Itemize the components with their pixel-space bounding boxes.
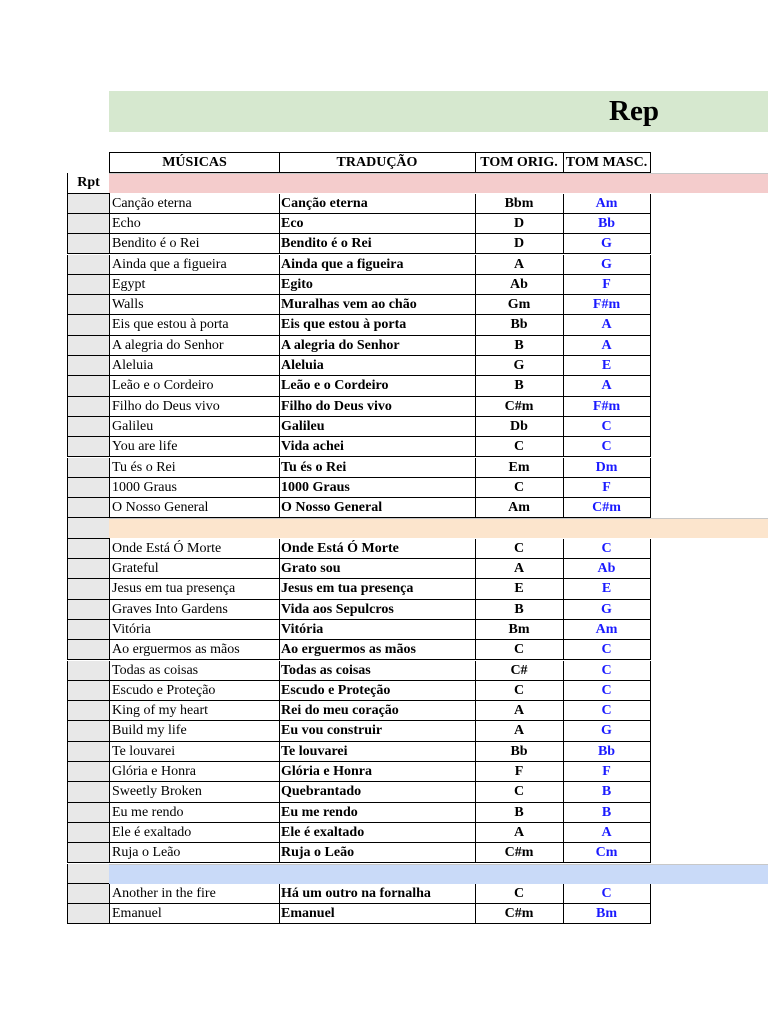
row-header [67, 762, 110, 782]
original-key-cell: F [475, 762, 564, 782]
translation-cell: A alegria do Senhor [279, 336, 476, 356]
row-header [67, 275, 110, 295]
translation-cell: 1000 Graus [279, 478, 476, 498]
header-traducao: TRADUÇÃO [279, 152, 476, 173]
male-key-cell: F#m [563, 295, 651, 315]
section-band [109, 518, 768, 538]
male-key-cell: G [563, 600, 651, 620]
male-key-cell: Bb [563, 742, 651, 762]
row-header [67, 803, 110, 823]
translation-cell: Quebrantado [279, 782, 476, 802]
song-cell: Te louvarei [109, 742, 280, 762]
original-key-cell: Bbm [475, 194, 564, 214]
song-cell: Walls [109, 295, 280, 315]
original-key-cell: C#m [475, 904, 564, 924]
song-cell: Eu me rendo [109, 803, 280, 823]
row-header [67, 397, 110, 417]
original-key-cell: B [475, 803, 564, 823]
original-key-cell: C [475, 437, 564, 457]
row-header [67, 376, 110, 396]
male-key-cell: A [563, 336, 651, 356]
male-key-cell: C [563, 681, 651, 701]
song-cell: Graves Into Gardens [109, 600, 280, 620]
song-cell: O Nosso General [109, 498, 280, 518]
section-band [109, 864, 768, 884]
song-cell: 1000 Graus [109, 478, 280, 498]
original-key-cell: C [475, 884, 564, 904]
row-header [67, 559, 110, 579]
male-key-cell: B [563, 782, 651, 802]
male-key-cell: B [563, 803, 651, 823]
row-header [67, 884, 110, 904]
song-cell: Another in the fire [109, 884, 280, 904]
male-key-cell: A [563, 376, 651, 396]
row-header [67, 518, 110, 538]
translation-cell: Canção eterna [279, 194, 476, 214]
row-header [67, 255, 110, 275]
male-key-cell: F [563, 275, 651, 295]
translation-cell: Eco [279, 214, 476, 234]
song-cell: Eis que estou à porta [109, 315, 280, 335]
original-key-cell: D [475, 234, 564, 254]
translation-cell: Vida achei [279, 437, 476, 457]
translation-cell: Te louvarei [279, 742, 476, 762]
section-band [109, 173, 768, 193]
row-header [67, 478, 110, 498]
row-header [67, 640, 110, 660]
title-clip [109, 91, 659, 132]
original-key-cell: E [475, 579, 564, 599]
song-cell: Ele é exaltado [109, 823, 280, 843]
song-cell: Escudo e Proteção [109, 681, 280, 701]
row-header [67, 782, 110, 802]
song-cell: Glória e Honra [109, 762, 280, 782]
translation-cell: Há um outro na fornalha [279, 884, 476, 904]
original-key-cell: C [475, 681, 564, 701]
translation-cell: Escudo e Proteção [279, 681, 476, 701]
row-header [67, 458, 110, 478]
male-key-cell: C [563, 539, 651, 559]
row-header [67, 417, 110, 437]
song-cell: Todas as coisas [109, 661, 280, 681]
male-key-cell: Am [563, 620, 651, 640]
original-key-cell: D [475, 214, 564, 234]
row-header [67, 437, 110, 457]
male-key-cell: Dm [563, 458, 651, 478]
row-header [67, 843, 110, 863]
row-header [67, 742, 110, 762]
translation-cell: Ruja o Leão [279, 843, 476, 863]
translation-cell: Ele é exaltado [279, 823, 476, 843]
male-key-cell: Am [563, 194, 651, 214]
male-key-cell: C [563, 884, 651, 904]
male-key-cell: C [563, 437, 651, 457]
song-cell: Onde Está Ó Morte [109, 539, 280, 559]
male-key-cell: Cm [563, 843, 651, 863]
row-header [67, 194, 110, 214]
original-key-cell: Bb [475, 315, 564, 335]
male-key-cell: Bb [563, 214, 651, 234]
song-cell: Filho do Deus vivo [109, 397, 280, 417]
song-cell: Tu és o Rei [109, 458, 280, 478]
original-key-cell: G [475, 356, 564, 376]
translation-cell: Glória e Honra [279, 762, 476, 782]
translation-cell: Eu me rendo [279, 803, 476, 823]
male-key-cell: G [563, 721, 651, 741]
row-header [67, 701, 110, 721]
row-header [67, 498, 110, 518]
song-cell: Vitória [109, 620, 280, 640]
male-key-cell: C [563, 701, 651, 721]
translation-cell: Bendito é o Rei [279, 234, 476, 254]
original-key-cell: C [475, 782, 564, 802]
translation-cell: Rei do meu coração [279, 701, 476, 721]
male-key-cell: Ab [563, 559, 651, 579]
row-header [67, 173, 110, 193]
translation-cell: Grato sou [279, 559, 476, 579]
male-key-cell: C [563, 661, 651, 681]
translation-cell: Eis que estou à porta [279, 315, 476, 335]
original-key-cell: B [475, 600, 564, 620]
male-key-cell: A [563, 315, 651, 335]
male-key-cell: Bm [563, 904, 651, 924]
song-cell: A alegria do Senhor [109, 336, 280, 356]
male-key-cell: C [563, 640, 651, 660]
translation-cell: Filho do Deus vivo [279, 397, 476, 417]
row-header [67, 579, 110, 599]
original-key-cell: Ab [475, 275, 564, 295]
original-key-cell: Gm [475, 295, 564, 315]
original-key-cell: A [475, 721, 564, 741]
song-cell: Egypt [109, 275, 280, 295]
original-key-cell: Db [475, 417, 564, 437]
original-key-cell: C#m [475, 397, 564, 417]
original-key-cell: Bm [475, 620, 564, 640]
translation-cell: Emanuel [279, 904, 476, 924]
song-cell: Canção eterna [109, 194, 280, 214]
header-tom-orig: TOM ORIG. [475, 152, 564, 173]
row-header [67, 904, 110, 924]
translation-cell: Vitória [279, 620, 476, 640]
row-header [67, 823, 110, 843]
original-key-cell: Am [475, 498, 564, 518]
original-key-cell: C [475, 539, 564, 559]
male-key-cell: C#m [563, 498, 651, 518]
song-cell: Aleluia [109, 356, 280, 376]
translation-cell: Ainda que a figueira [279, 255, 476, 275]
male-key-cell: A [563, 823, 651, 843]
translation-cell: Onde Está Ó Morte [279, 539, 476, 559]
translation-cell: Muralhas vem ao chão [279, 295, 476, 315]
translation-cell: Ao erguermos as mãos [279, 640, 476, 660]
original-key-cell: C# [475, 661, 564, 681]
row-header [67, 600, 110, 620]
original-key-cell: C [475, 640, 564, 660]
page-title: Rep [609, 95, 659, 127]
original-key-cell: A [475, 701, 564, 721]
song-cell: King of my heart [109, 701, 280, 721]
song-cell: Galileu [109, 417, 280, 437]
original-key-cell: B [475, 376, 564, 396]
original-key-cell: A [475, 255, 564, 275]
male-key-cell: C [563, 417, 651, 437]
translation-cell: Tu és o Rei [279, 458, 476, 478]
translation-cell: Todas as coisas [279, 661, 476, 681]
row-header [67, 356, 110, 376]
original-key-cell: C [475, 478, 564, 498]
song-cell: Echo [109, 214, 280, 234]
original-key-cell: Em [475, 458, 564, 478]
row-header [67, 336, 110, 356]
song-cell: Leão e o Cordeiro [109, 376, 280, 396]
song-cell: Sweetly Broken [109, 782, 280, 802]
song-cell: Build my life [109, 721, 280, 741]
translation-cell: Vida aos Sepulcros [279, 600, 476, 620]
row-header [67, 315, 110, 335]
row-header [67, 539, 110, 559]
original-key-cell: A [475, 559, 564, 579]
song-cell: Bendito é o Rei [109, 234, 280, 254]
male-key-cell: F#m [563, 397, 651, 417]
translation-cell: Aleluia [279, 356, 476, 376]
original-key-cell: A [475, 823, 564, 843]
row-header [67, 864, 110, 884]
song-cell: Ainda que a figueira [109, 255, 280, 275]
translation-cell: O Nosso General [279, 498, 476, 518]
translation-cell: Eu vou construir [279, 721, 476, 741]
row-header [67, 620, 110, 640]
header-musicas: MÚSICAS [109, 152, 280, 173]
rpt-label: Rpt [77, 175, 100, 191]
song-cell: You are life [109, 437, 280, 457]
original-key-cell: C#m [475, 843, 564, 863]
row-header [67, 295, 110, 315]
row-header [67, 681, 110, 701]
original-key-cell: Bb [475, 742, 564, 762]
row-header [67, 234, 110, 254]
male-key-cell: E [563, 356, 651, 376]
male-key-cell: G [563, 255, 651, 275]
row-header [67, 214, 110, 234]
original-key-cell: B [475, 336, 564, 356]
translation-cell: Jesus em tua presença [279, 579, 476, 599]
translation-cell: Galileu [279, 417, 476, 437]
translation-cell: Leão e o Cordeiro [279, 376, 476, 396]
row-header [67, 721, 110, 741]
song-cell: Emanuel [109, 904, 280, 924]
male-key-cell: E [563, 579, 651, 599]
row-header [67, 661, 110, 681]
male-key-cell: G [563, 234, 651, 254]
song-cell: Ruja o Leão [109, 843, 280, 863]
male-key-cell: F [563, 762, 651, 782]
song-cell: Jesus em tua presença [109, 579, 280, 599]
song-cell: Grateful [109, 559, 280, 579]
song-cell: Ao erguermos as mãos [109, 640, 280, 660]
male-key-cell: F [563, 478, 651, 498]
translation-cell: Egito [279, 275, 476, 295]
header-tom-masc: TOM MASC. [563, 152, 651, 173]
